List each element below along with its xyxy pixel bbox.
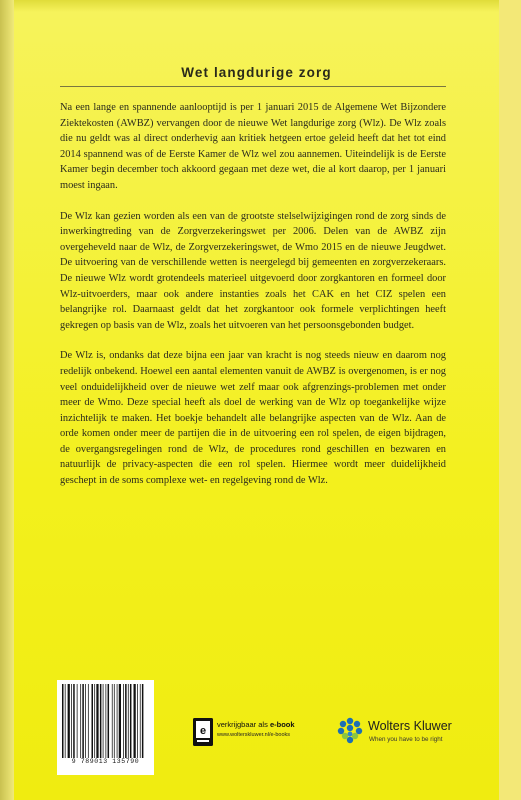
ebook-label (217, 720, 295, 729)
blurb-paragraph: De Wlz kan gezien worden als een van de grootste stelselwijzigingen rond de zorg sinds de inwerkingtreding van de Zorgverzekeringswet per 2006. Delen van de AWBZ zijn overgeheveld naar de Wlz, de Zorgverzekeringswet, de Wmo 2015 en de nieuwe Jeugdwet. De uitvoering van de verschillende wetten is neergelegd bij gemeenten en zorgverzekeraars. De nieuwe Wlz wordt grotendeels materieel uitgevoerd door zorgkantoren en formeel door Wlz-uitvoerders, maar ook andere instanties zoals het CAK en het CIZ spelen een belangrijke rol. Daarnaast geldt dat het zorgkantoor ook formele verplichtingen heeft gekregen op basis van de Wlz, zoals het uitvoeren van het persoonsgebonden budget. (60, 210, 446, 331)
ebook-icon (193, 718, 213, 746)
isbn-digits: 9 789013 135790 (71, 758, 140, 765)
blurb-paragraph: Na een lange en spannende aanlooptijd is per 1 januari 2015 de Algemene Wet Bijzondere Ziektekosten (AWBZ) vervangen door de nieuwe Wet langdurige zorg (Wlz). De Wlz zoals die nu geldt was al direct onderhevig aan kritiek hetgeen ertoe geleid heeft dat het tot eind 2014 spannend was of de Eerste Kamer de Wlz wel zou aannemen. Uiteindelijk is de Eerste Kamer begin december toch akkoord gegaan met deze wet, die al kort daarop, per 1 januari moest ingaan. (60, 102, 446, 191)
top-shade (14, 0, 499, 12)
svg-text:e: e (199, 725, 207, 737)
barcode-bars (62, 684, 149, 758)
publisher-name: Wolters Kluwer (368, 719, 452, 733)
book-title: Wet langdurige zorg (181, 65, 332, 80)
ebook-label-bold: e-book (269, 720, 295, 729)
publisher-logo-block (336, 714, 486, 750)
ebook-label-prefix: verkrijgbaar als (217, 720, 270, 729)
publisher-tagline: When you have to be right (369, 736, 443, 743)
ebook-url: www.wolterskluwer.nl/e-books (217, 732, 291, 738)
wolters-kluwer-logo-icon (336, 716, 364, 744)
isbn-barcode (57, 680, 154, 775)
page-edge (499, 0, 521, 800)
spine-shadow (0, 0, 14, 800)
title-divider (60, 86, 446, 87)
blurb-paragraph: De Wlz is, ondanks dat deze bijna een jaar van kracht is nog steeds nieuw en daarom nog redelijk onbekend. Hoewel een aantal elementen vanuit de AWBZ is overgenomen, is er nog veel onduidelijkheid over de nieuwe wet zelf maar ook afgrenzings-problemen met onder meer de Wmo. Deze special heeft als doel de werking van de Wlz op toegankelijke wijze inzichtelijk te maken. Het boekje behandelt alle belangrijke aspecten van de Wlz. Aan de orde komen onder meer de partijen die in de uitvoering een rol spelen, de eigen bijdragen, de overgangsregelingen rond de Wlz, de procedures rond geschillen en bezwaren en natuurlijk de privacy-aspecten die een rol spelen. Hiermee wordt meer duidelijkheid geschept in de soms complexe wet- en regelgeving rond de Wlz. (60, 350, 446, 487)
blurb (60, 100, 446, 504)
